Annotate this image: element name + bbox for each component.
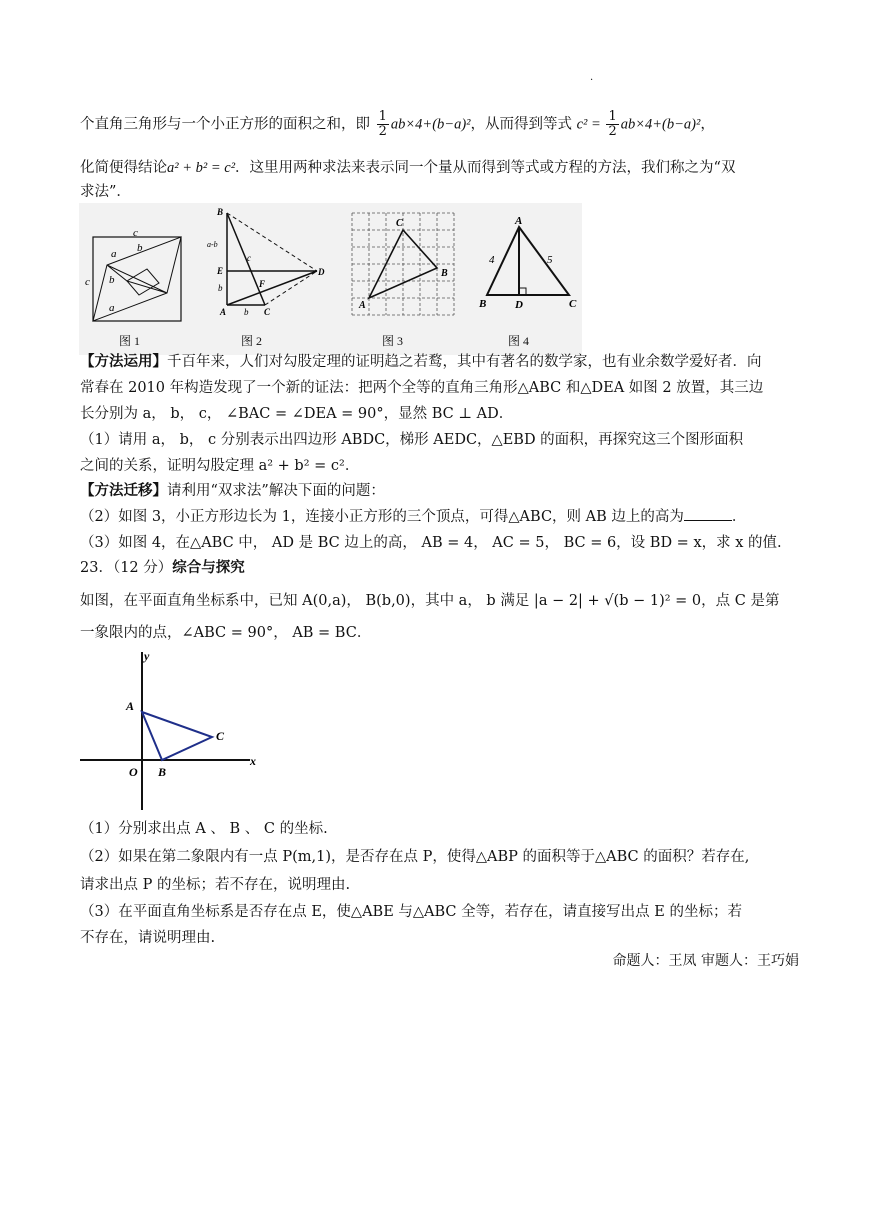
method-use-line-3: 长分别为 a， b， c， ∠BAC = ∠DEA = 90°，显然 BC ⊥ AD． <box>80 406 514 422</box>
problem-23-line-2: 一象限内的点，∠ABC = 90°， AB = BC． <box>80 625 372 641</box>
caption-fig1: 图 1 <box>119 334 141 348</box>
q2-line: （2）如图 3，小正方形边长为 1，连接小正方形的三个顶点，可得△ABC，则 AB 边上的高为 ． <box>80 506 800 528</box>
fig4-label-A: A <box>515 215 523 227</box>
fig4-label-4: 4 <box>489 254 495 266</box>
fig2-label-ab: a-b <box>207 240 218 249</box>
problem-23-heading: 23．（12 分）综合与探究 <box>80 559 245 576</box>
graph-label-B: B <box>158 765 167 779</box>
fig1-label-a: a <box>111 248 117 260</box>
fig2-label-E: E <box>217 266 224 276</box>
intro-line-1: 个直角三角形与一个小正方形的面积之和，即 $\frac{1}{2}$ ab×4+(b−a)²，从而得到等式 c² = $\frac{1}{2}$ ab×4+(b−a)²， <box>80 109 715 139</box>
fraction-half: $\frac{1}{2}$ <box>378 109 387 139</box>
method-transfer-line-1: 【方法迁移】请利用“双求法”解决下面的问题： <box>80 482 385 499</box>
fig1-label-b2: b <box>109 274 115 286</box>
fig2-label-c: c <box>247 253 251 263</box>
graph-label-C: C <box>216 729 225 743</box>
p23-q2-line-1: （2）如果在第二象限内有一点 P(m,1)，是否存在点 P，使得△ABP 的面积等于△ABC 的面积？若存在, <box>80 849 750 865</box>
fig2-label-D: D <box>318 267 325 277</box>
p23-q3-line-1: （3）在平面直角坐标系是否存在点 E，使△ABE 与△ABC 全等，若存在，请直接写出点 E 的坐标；若 <box>80 904 742 920</box>
fig1-label-b: b <box>137 242 143 254</box>
graph-label-O: O <box>129 765 138 779</box>
fig4-label-5: 5 <box>547 254 553 266</box>
answer-blank[interactable] <box>684 506 732 521</box>
fig1-label-c-top: c <box>133 227 138 239</box>
intro-line-2: 化简便得结论a² + b² = c²．这里用两种求法来表示同一个量从而得到等式或方程的方法，我们称之为“双 <box>80 160 736 176</box>
p23-q1: （1）分别求出点 A 、 B 、 C 的坐标. <box>80 821 328 837</box>
q3-line: （3）如图 4，在△ABC 中， AD 是 BC 边上的高， AB = 4， AC = 5， BC = 6，设 BD = x，求 x 的值. <box>80 535 782 551</box>
figure-2 <box>205 205 330 323</box>
figure-4 <box>477 213 579 313</box>
graph-label-A: A <box>126 699 135 713</box>
problem-23-line-1: 如图，在平面直角坐标系中，已知 A(0,a)， B(b,0)，其中 a， b 满足 |a − 2| + √(b − 1)² = 0，点 C 是第 <box>80 593 780 609</box>
fig2-label-b: b <box>218 283 223 293</box>
fig2-label-A: A <box>220 307 227 317</box>
coordinate-graph <box>80 648 270 814</box>
fraction-half-2: $\frac{1}{2}$ <box>608 109 617 139</box>
q1-line-1: （1）请用 a， b， c 分别表示出四边形 ABDC，梯形 AEDC，△EBD 的面积，再探究这三个图形面积 <box>80 432 744 448</box>
caption-fig3: 图 3 <box>382 334 404 348</box>
intro-line-3: 求法”． <box>80 184 131 200</box>
p23-q3-line-2: 不存在，请说明理由. <box>80 930 216 946</box>
fig4-label-D: D <box>515 299 523 311</box>
graph-label-x: x <box>250 754 256 768</box>
fig2-label-F: F <box>259 279 266 289</box>
figures-panel <box>79 203 582 355</box>
p23-q2-line-2: 请求出点 P 的坐标；若不存在，说明理由. <box>80 877 351 893</box>
fig3-label-A: A <box>359 300 366 311</box>
caption-fig4: 图 4 <box>508 334 530 348</box>
method-use-line-1: 【方法运用】千百年来，人们对勾股定理的证明趋之若鹜，其中有著名的数学家，也有业余数学爱好者．向 <box>80 353 762 370</box>
top-dot: . <box>590 72 594 83</box>
fig1-label-c-left: c <box>85 276 90 288</box>
q1-line-2: 之间的关系，证明勾股定理 a² + b² = c²． <box>80 458 360 474</box>
fig1-label-a2: a <box>109 302 115 314</box>
figure-1 <box>85 227 187 327</box>
method-use-title: 【方法运用】 <box>80 353 167 370</box>
fig3-label-B: B <box>441 268 448 279</box>
fig2-label-B: B <box>217 207 224 217</box>
method-transfer-title: 【方法迁移】 <box>80 482 167 499</box>
signers: 命题人：王凤 审题人：王巧娟 <box>612 953 799 969</box>
method-use-line-2: 常春在 2010 年构造发现了一个新的证法：把两个全等的直角三角形△ABC 和△DEA 如图 2 放置，其三边 <box>80 380 764 396</box>
graph-label-y: y <box>144 649 150 663</box>
caption-fig2: 图 2 <box>241 334 263 348</box>
fig3-label-C: C <box>396 218 403 229</box>
fig4-label-C: C <box>569 298 577 310</box>
fig4-label-B: B <box>479 298 487 310</box>
figure-3 <box>347 208 462 320</box>
fig2-label-b2: b <box>244 307 249 317</box>
fig2-label-C: C <box>264 307 271 317</box>
